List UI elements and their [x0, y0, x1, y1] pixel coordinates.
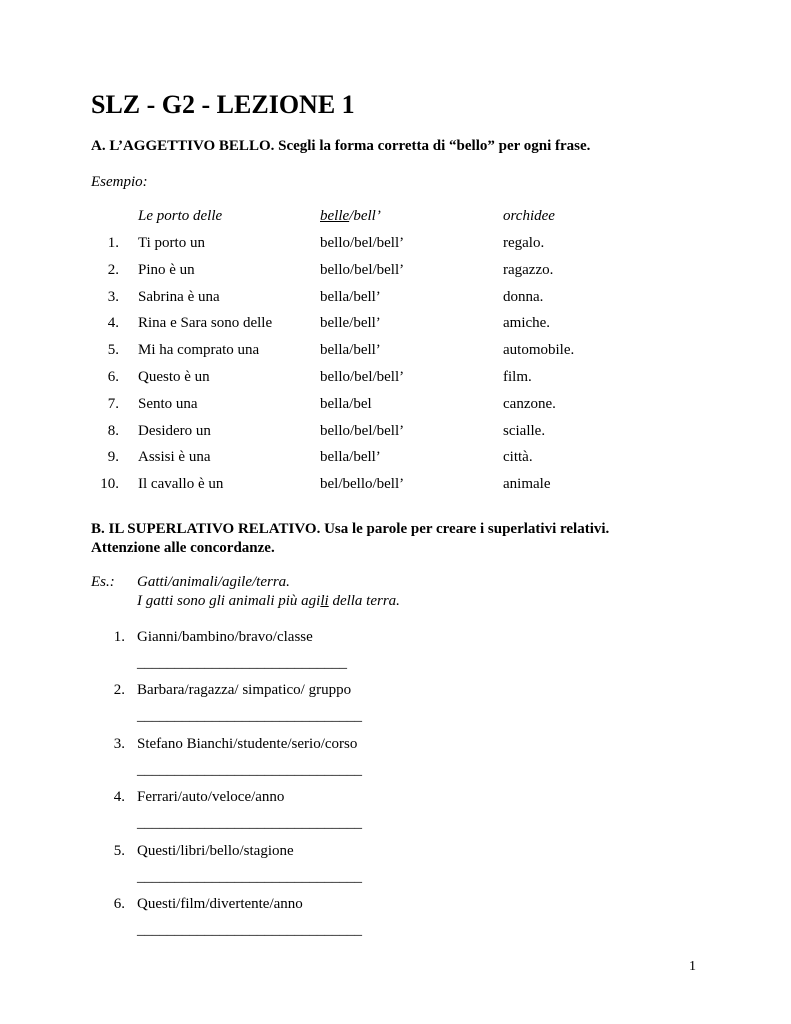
sentence-end: automobile. — [503, 342, 575, 358]
item-number: 9. — [107, 449, 119, 465]
item-number: 1. — [113, 629, 125, 645]
sentence-end: scialle. — [503, 423, 546, 439]
exercise-a-item — [91, 288, 691, 307]
sentence-end: città. — [503, 449, 533, 465]
answer-options: bello/bel/bell’ — [320, 369, 405, 385]
word-prompt: Questi/libri/bello/stagione — [137, 843, 294, 859]
item-number: 4. — [107, 315, 119, 331]
sentence-start: Mi ha comprato una — [138, 342, 260, 358]
answer-options: bel/bello/bell’ — [320, 476, 405, 492]
answer-options: bella/bell’ — [320, 449, 381, 465]
section-b-example-line1: Gatti/animali/agile/terra. — [137, 574, 290, 590]
sentence-end: regalo. — [503, 235, 545, 251]
answer-blank-line[interactable]: ______________________________ — [137, 922, 362, 938]
section-a-heading: A. L’AGGETTIVO BELLO. Scegli la forma corretta di “bello” per ogni frase. — [91, 138, 591, 154]
answer-blank-line[interactable]: ____________________________ — [137, 655, 347, 671]
answer-blank-line[interactable]: ______________________________ — [137, 708, 362, 724]
section-b-example-label: Es.: — [91, 574, 115, 590]
sentence-end: donna. — [503, 289, 544, 305]
answer-options: bello/bel/bell’ — [320, 423, 405, 439]
example-line2-ending: li — [320, 593, 329, 609]
item-number: 5. — [113, 843, 125, 859]
example-line2-after: della terra. — [328, 593, 400, 609]
word-prompt: Stefano Bianchi/studente/serio/corso — [137, 736, 358, 752]
exercise-a-item — [91, 475, 691, 494]
exercise-a-item — [91, 448, 691, 467]
item-number: 3. — [107, 289, 119, 305]
answer-options: bella/bell’ — [320, 289, 381, 305]
example-sentence-end: orchidee — [503, 208, 555, 224]
sentence-start: Il cavallo è un — [138, 476, 224, 492]
answer-options: bello/bel/bell’ — [320, 235, 405, 251]
item-number: 8. — [107, 423, 119, 439]
section-b-heading-line2: Attenzione alle concordanze. — [91, 540, 275, 556]
section-b-heading-line1: B. IL SUPERLATIVO RELATIVO. Usa le parole per creare i superlativi relativi. — [91, 521, 610, 537]
item-number: 6. — [107, 369, 119, 385]
sentence-start: Desidero un — [138, 423, 211, 439]
sentence-start: Questo è un — [138, 369, 210, 385]
exercise-a-item — [91, 261, 691, 280]
example-sentence-start: Le porto delle — [138, 208, 223, 224]
section-a-example-row — [91, 207, 691, 226]
item-number: 6. — [113, 896, 125, 912]
exercise-b-item — [91, 895, 691, 941]
exercise-b-item — [91, 681, 691, 727]
exercise-a-item — [91, 341, 691, 360]
item-number: 10. — [100, 476, 119, 492]
example-answer-rest: /bell’ — [349, 208, 381, 224]
item-number: 1. — [107, 235, 119, 251]
page-number: 1 — [689, 959, 696, 974]
sentence-end: ragazzo. — [503, 262, 554, 278]
item-number: 3. — [113, 736, 125, 752]
sentence-start: Sabrina è una — [138, 289, 220, 305]
example-line2-before: I gatti sono gli animali più agi — [137, 593, 321, 609]
item-number: 5. — [107, 342, 119, 358]
word-prompt: Barbara/ragazza/ simpatico/ gruppo — [137, 682, 352, 698]
sentence-end: canzone. — [503, 396, 556, 412]
exercise-a-item — [91, 314, 691, 333]
example-answer-selected: belle — [320, 208, 350, 224]
sentence-end: amiche. — [503, 315, 551, 331]
sentence-start: Pino è un — [138, 262, 195, 278]
answer-options: bella/bell’ — [320, 342, 381, 358]
sentence-end: animale — [503, 476, 551, 492]
answer-blank-line[interactable]: ______________________________ — [137, 762, 362, 778]
answer-options: belle/bell’ — [320, 315, 381, 331]
exercise-b-item — [91, 788, 691, 834]
page-title: SLZ - G2 - LEZIONE 1 — [91, 90, 355, 119]
exercise-a-item — [91, 422, 691, 441]
example-answer — [320, 207, 381, 226]
sentence-end: film. — [503, 369, 532, 385]
item-number: 7. — [107, 396, 119, 412]
exercise-b-item — [91, 628, 691, 674]
sentence-start: Sento una — [138, 396, 198, 412]
exercise-a-item — [91, 395, 691, 414]
word-prompt: Questi/film/divertente/anno — [137, 896, 303, 912]
word-prompt: Ferrari/auto/veloce/anno — [137, 789, 285, 805]
exercise-a-item — [91, 234, 691, 253]
sentence-start: Assisi è una — [138, 449, 211, 465]
exercise-a-item — [91, 368, 691, 387]
exercise-b-item — [91, 842, 691, 888]
item-number: 2. — [107, 262, 119, 278]
word-prompt: Gianni/bambino/bravo/classe — [137, 629, 313, 645]
sentence-start: Ti porto un — [138, 235, 205, 251]
item-number: 2. — [113, 682, 125, 698]
answer-options: bella/bel — [320, 396, 372, 412]
section-b-example-line2 — [137, 592, 400, 611]
answer-blank-line[interactable]: ______________________________ — [137, 869, 362, 885]
exercise-b-item — [91, 735, 691, 781]
sentence-start: Rina e Sara sono delle — [138, 315, 273, 331]
item-number: 4. — [113, 789, 125, 805]
section-a-example-label: Esempio: — [91, 174, 148, 190]
answer-options: bello/bel/bell’ — [320, 262, 405, 278]
answer-blank-line[interactable]: ______________________________ — [137, 815, 362, 831]
